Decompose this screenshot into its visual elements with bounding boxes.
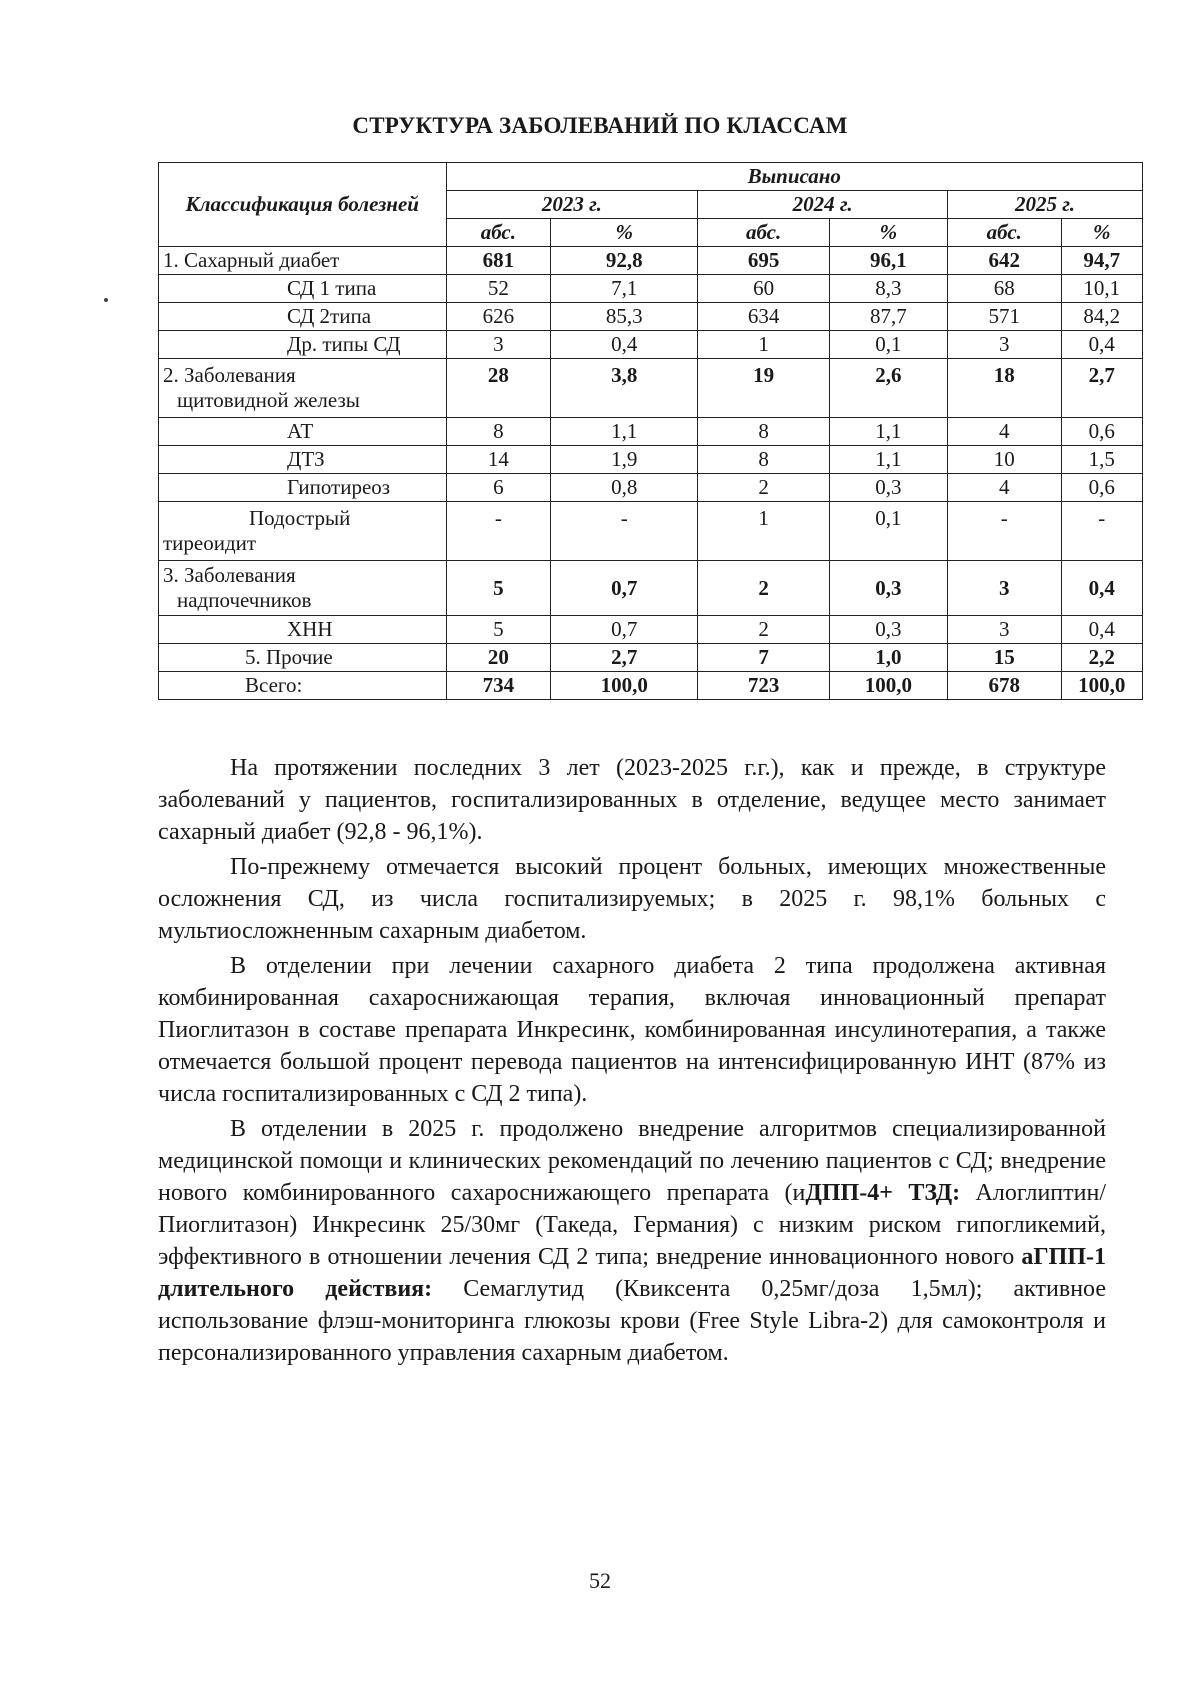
cell: 2,7 — [551, 644, 698, 672]
cell: 100,0 — [1061, 672, 1142, 700]
paragraph — [158, 1113, 1106, 1369]
cell: 3 — [446, 331, 551, 359]
cell: - — [446, 502, 551, 561]
paragraph-bold-text: ДПП-4+ ТЗД: — [805, 1180, 961, 1206]
discharged-header: Выписано — [446, 163, 1143, 191]
abs-header: абс. — [698, 219, 829, 247]
cell: 1,1 — [829, 446, 947, 474]
cell: 8 — [446, 418, 551, 446]
cell: 0,3 — [829, 561, 947, 616]
cell: 2 — [698, 561, 829, 616]
cell: 4 — [947, 418, 1061, 446]
body-text — [158, 752, 1106, 1372]
paragraph: В отделении при лечении сахарного диабета 2 типа продолжена активная комбинированная сахароснижающая терапия, включая инновационный препарат Пиоглитазон в составе препарата Инкресинк, комбинированная инсулинотерапия, а также отмечается большой процент перевода пациентов на интенсифицированную ИНТ (87% из числа госпитализированных с СД 2 типа). — [158, 953, 1106, 1107]
cell: 52 — [446, 275, 551, 303]
table-row — [159, 275, 1143, 303]
pct-header: % — [829, 219, 947, 247]
cell: 0,3 — [829, 474, 947, 502]
scan-speck — [104, 298, 108, 302]
row-label: Всего: — [159, 672, 447, 700]
paragraph: На протяжении последних 3 лет (2023-2025 г.г.), как и прежде, в структуре заболеваний у пациентов, госпитализированных в отделение, ведущее место занимает сахарный диабет (92,8 - 96,1%). — [158, 755, 1106, 845]
cell: 678 — [947, 672, 1061, 700]
table-total-row — [159, 672, 1143, 700]
cell: 0,7 — [551, 616, 698, 644]
cell: 0,3 — [829, 616, 947, 644]
cell: 68 — [947, 275, 1061, 303]
cell: - — [551, 502, 698, 561]
table-row — [159, 331, 1143, 359]
cell: 3 — [947, 331, 1061, 359]
row-label: 1. Сахарный диабет — [159, 247, 447, 275]
cell: 20 — [446, 644, 551, 672]
page-title: СТРУКТУРА ЗАБОЛЕВАНИЙ ПО КЛАССАМ — [352, 113, 848, 138]
cell: 3 — [947, 561, 1061, 616]
cell: 634 — [698, 303, 829, 331]
cell: 0,1 — [829, 331, 947, 359]
cell: 5 — [446, 561, 551, 616]
row-label: 5. Прочие — [159, 644, 447, 672]
row-label: СД 2типа — [159, 303, 447, 331]
table-row — [159, 247, 1143, 275]
cell: - — [947, 502, 1061, 561]
year-header-2024: 2024 г. — [698, 191, 948, 219]
cell: 96,1 — [829, 247, 947, 275]
cell: 28 — [446, 359, 551, 418]
paragraph-text: Алоглиптин/Пиоглитазон) Инкресинк 25/30мг (Такеда, Германия) с низким риском гипогликемий, эффективного в отношении лечения СД 2 типа; внедрение инновационного нового — [158, 1180, 1106, 1270]
cell: 2 — [698, 616, 829, 644]
year-header-2025: 2025 г. — [947, 191, 1142, 219]
table-row — [159, 446, 1143, 474]
row-label: СД 1 типа — [159, 275, 447, 303]
paragraph-text: В отделении в 2025 г. продолжено внедрение алгоритмов специализированной медицинской помощи и клинических рекомендаций по лечению пациентов с СД; внедрение нового комбинированного сахароснижающего препарата (и — [158, 1116, 1106, 1206]
row-label: Гипотиреоз — [159, 474, 447, 502]
cell: 695 — [698, 247, 829, 275]
cell: 60 — [698, 275, 829, 303]
cell: 2,6 — [829, 359, 947, 418]
cell: - — [1061, 502, 1142, 561]
cell: 1 — [698, 331, 829, 359]
cell: 15 — [947, 644, 1061, 672]
cell: 2,7 — [1061, 359, 1142, 418]
table-row — [159, 502, 1143, 561]
cell: 100,0 — [551, 672, 698, 700]
year-header-2023: 2023 г. — [446, 191, 698, 219]
cell: 84,2 — [1061, 303, 1142, 331]
row-label-line: тиреоидит — [163, 531, 257, 555]
row-label: ХНН — [159, 616, 447, 644]
cell: 734 — [446, 672, 551, 700]
cell: 10,1 — [1061, 275, 1142, 303]
cell: 3 — [947, 616, 1061, 644]
cell: 19 — [698, 359, 829, 418]
cell: 1,5 — [1061, 446, 1142, 474]
cell: 0,6 — [1061, 418, 1142, 446]
paragraph-bold-text: аГПП-1 длительного действия: — [158, 1244, 1106, 1302]
cell: 18 — [947, 359, 1061, 418]
table-row — [159, 644, 1143, 672]
cell: 2 — [698, 474, 829, 502]
paragraph-text: Семаглутид (Квиксента 0,25мг/доза 1,5мл); активное использование флэш-мониторинга глюкозы крови (Free Style Libra-2) для самоконтроля и персонализированного управления сахарным диабетом. — [158, 1276, 1106, 1366]
cell: 642 — [947, 247, 1061, 275]
cell: 87,7 — [829, 303, 947, 331]
cell: 1 — [698, 502, 829, 561]
table-header-row — [159, 163, 1143, 191]
cell: 7 — [698, 644, 829, 672]
table-row — [159, 303, 1143, 331]
classification-header: Классификация болезней — [159, 163, 447, 247]
row-label: АТ — [159, 418, 447, 446]
cell: 0,6 — [1061, 474, 1142, 502]
cell: 8,3 — [829, 275, 947, 303]
cell: 0,8 — [551, 474, 698, 502]
cell: 0,4 — [1061, 616, 1142, 644]
cell: 3,8 — [551, 359, 698, 418]
row-label: Др. типы СД — [159, 331, 447, 359]
cell: 6 — [446, 474, 551, 502]
row-label-line: 3. Заболевания — [163, 563, 296, 587]
cell: 5 — [446, 616, 551, 644]
paragraph: По-прежнему отмечается высокий процент больных, имеющих множественные осложнения СД, из числа госпитализируемых; в 2025 г. 98,1% больных с мультиосложненным сахарным диабетом. — [158, 854, 1106, 944]
cell: 0,1 — [829, 502, 947, 561]
cell: 7,1 — [551, 275, 698, 303]
row-label-line: Подострый — [249, 506, 351, 530]
cell: 571 — [947, 303, 1061, 331]
cell: 681 — [446, 247, 551, 275]
row-label-line: щитовидной железы — [177, 388, 360, 412]
cell: 85,3 — [551, 303, 698, 331]
cell: 1,9 — [551, 446, 698, 474]
cell: 0,4 — [1061, 331, 1142, 359]
cell: 1,0 — [829, 644, 947, 672]
pct-header: % — [551, 219, 698, 247]
cell: 94,7 — [1061, 247, 1142, 275]
cell: 0,4 — [551, 331, 698, 359]
cell: 1,1 — [829, 418, 947, 446]
cell: 4 — [947, 474, 1061, 502]
disease-structure-table — [158, 162, 1143, 700]
row-label — [159, 561, 447, 616]
table-row — [159, 474, 1143, 502]
cell: 2,2 — [1061, 644, 1142, 672]
abs-header: абс. — [947, 219, 1061, 247]
row-label — [159, 359, 447, 418]
cell: 100,0 — [829, 672, 947, 700]
row-label: ДТЗ — [159, 446, 447, 474]
row-label-line: 2. Заболевания — [163, 363, 296, 387]
cell: 92,8 — [551, 247, 698, 275]
cell: 723 — [698, 672, 829, 700]
cell: 14 — [446, 446, 551, 474]
cell: 1,1 — [551, 418, 698, 446]
row-label-line: надпочечников — [177, 588, 312, 612]
page-number: 52 — [589, 1568, 611, 1593]
cell: 10 — [947, 446, 1061, 474]
cell: 8 — [698, 418, 829, 446]
table-row — [159, 561, 1143, 616]
table-row — [159, 359, 1143, 418]
cell: 0,4 — [1061, 561, 1142, 616]
abs-header: абс. — [446, 219, 551, 247]
table-row — [159, 418, 1143, 446]
pct-header: % — [1061, 219, 1142, 247]
cell: 626 — [446, 303, 551, 331]
cell: 0,7 — [551, 561, 698, 616]
cell: 8 — [698, 446, 829, 474]
row-label — [159, 502, 447, 561]
table-row — [159, 616, 1143, 644]
